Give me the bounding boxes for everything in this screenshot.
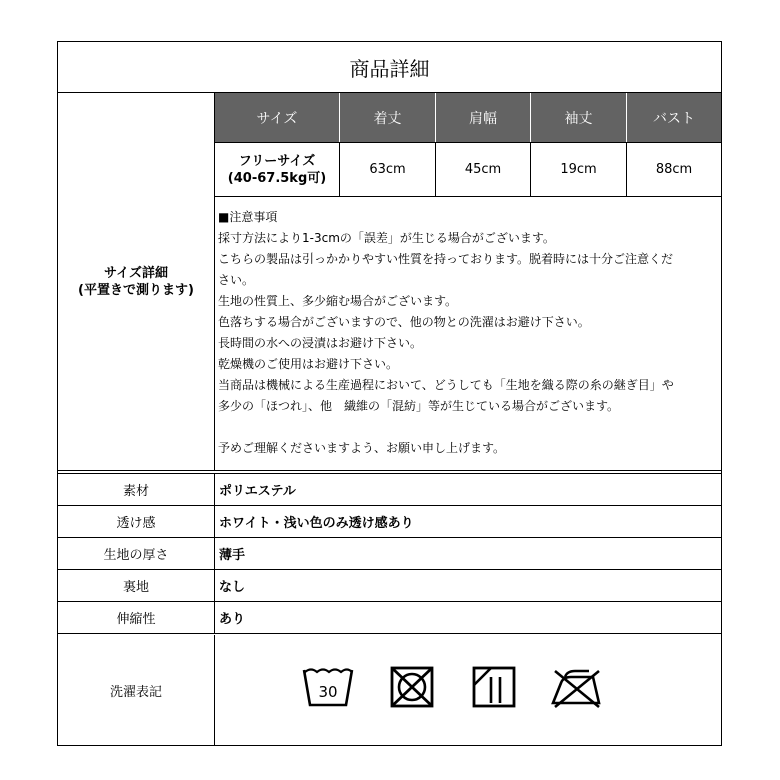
attr-row-stretch xyxy=(58,602,721,634)
notes-line: こちらの製品は引っかかりやすい性質を持っております。脱着時には十分ご注意くだ xyxy=(218,252,674,266)
attr-label: 裏地 xyxy=(58,570,215,601)
notes-line: 当商品は機械による生産過程において、どうしても「生地を織る際の糸の継ぎ目」や xyxy=(218,378,674,392)
attr-row-transparency xyxy=(58,506,721,538)
attr-value: ポリエステル xyxy=(219,484,296,499)
header-bust: バスト xyxy=(653,110,695,127)
cell-shoulder: 45cm xyxy=(436,143,531,196)
attr-value: あり xyxy=(219,612,246,627)
product-detail-sheet xyxy=(57,41,722,746)
cell-size xyxy=(215,143,340,196)
washing-icons xyxy=(215,635,721,745)
size-detail-label xyxy=(58,93,215,471)
size-table-header xyxy=(215,93,721,142)
notes-block xyxy=(218,207,718,459)
attr-value: なし xyxy=(219,580,246,595)
no-iron-icon xyxy=(549,665,603,709)
wash-temp: 30 xyxy=(318,683,338,701)
attr-row-thickness xyxy=(58,538,721,570)
washing-row xyxy=(58,635,721,745)
wash-30-icon xyxy=(302,665,354,709)
cell-length: 63cm xyxy=(340,143,436,196)
attr-label: 生地の厚さ xyxy=(58,538,215,569)
attr-label: 透け感 xyxy=(58,506,215,537)
header-length: 着丈 xyxy=(340,93,436,142)
notes-line: 乾燥機のご使用はお避け下さい。 xyxy=(218,357,399,371)
header-shoulder: 肩幅 xyxy=(436,93,531,142)
notes-line: 予めご理解くださいますよう、お願い申し上げます。 xyxy=(218,441,506,455)
notes-line xyxy=(218,417,718,438)
cell-bust: 88cm xyxy=(655,162,693,177)
attr-row-material xyxy=(58,474,721,506)
washing-label: 洗濯表記 xyxy=(58,635,215,745)
notes-line: 多少の「ほつれ」、他 繊維の「混紡」等が生じている場合がございます。 xyxy=(218,399,620,413)
notes-line: ■注意事項 xyxy=(218,210,278,224)
attr-value: ホワイト・浅い色のみ透け感あり xyxy=(219,516,414,531)
header-sleeve: 袖丈 xyxy=(531,93,627,142)
no-tumble-dry-icon xyxy=(389,665,435,709)
attr-value: 薄手 xyxy=(219,548,246,563)
notes-line: 採寸方法により1-3cmの「誤差」が生じる場合がございます。 xyxy=(218,231,555,245)
cell-sleeve: 19cm xyxy=(531,143,627,196)
notes-line: 生地の性質上、多少縮む場合がございます。 xyxy=(218,294,458,308)
attr-label: 素材 xyxy=(58,474,215,505)
notes-line: さい。 xyxy=(218,273,255,287)
size-table xyxy=(215,93,721,197)
size-table-row xyxy=(215,142,721,197)
attr-label: 伸縮性 xyxy=(58,602,215,633)
notes-line: 長時間の水への浸漬はお避け下さい。 xyxy=(218,336,423,350)
cell-size-line1: フリーサイズ xyxy=(238,153,316,169)
attr-row-lining xyxy=(58,570,721,602)
header-size: サイズ xyxy=(215,93,340,142)
notes-line: 色落ちする場合がございますので、他の物との洗濯はお避け下さい。 xyxy=(218,315,590,329)
line-dry-shade-icon xyxy=(471,665,517,709)
size-detail-label-line1: サイズ詳細 xyxy=(104,266,168,281)
size-detail-label-line2: (平置きで測ります) xyxy=(78,283,194,298)
cell-size-line2: (40-67.5kg可) xyxy=(227,170,327,186)
page-title: 商品詳細 xyxy=(58,42,721,93)
